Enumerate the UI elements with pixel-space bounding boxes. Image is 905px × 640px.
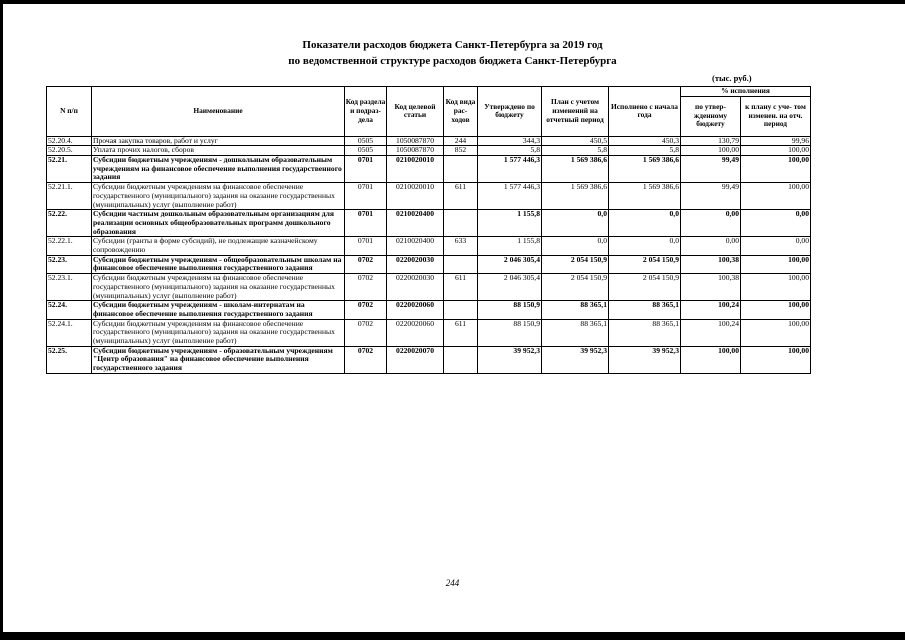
cell-name: Субсидии бюджетным учреждениям на финансовое обеспечение государственного (муниципального) задания на оказание государственных (муниципальных) услуг (выполнение работ)	[92, 183, 345, 210]
page-number: 244	[445, 578, 460, 588]
cell-pct-approved: 99,49	[681, 183, 741, 210]
document-subtitle: по ведомственной структуре расходов бюджета Санкт-Петербурга	[288, 55, 617, 67]
cell-target: 1050087870	[387, 136, 444, 146]
cell-type: 852	[444, 146, 478, 156]
cell-num: 52.21.	[47, 156, 92, 183]
table-row	[47, 255, 811, 273]
cell-type	[444, 210, 478, 237]
units-label: (тыс. руб.)	[712, 73, 752, 83]
header-approved: Утверждено по бюджету	[478, 87, 542, 137]
cell-approved: 2 046 305,4	[478, 274, 542, 301]
table-row	[47, 183, 811, 210]
table-body	[47, 136, 811, 373]
cell-pct-approved: 100,00	[681, 346, 741, 373]
cell-type	[444, 346, 478, 373]
cell-pct-plan: 100,00	[741, 183, 811, 210]
header-pct-plan: к плану с уче- том изменен. на отч. период	[741, 96, 811, 136]
table-row	[47, 146, 811, 156]
cell-plan: 1 569 386,6	[542, 183, 609, 210]
cell-num: 52.20.5.	[47, 146, 92, 156]
header-name: Наименование	[92, 87, 345, 137]
cell-plan: 450,5	[542, 136, 609, 146]
cell-plan: 39 952,3	[542, 346, 609, 373]
header-plan: План с учетом изменений на отчетный период	[542, 87, 609, 137]
cell-target: 0210020010	[387, 183, 444, 210]
cell-num: 52.22.	[47, 210, 92, 237]
cell-type	[444, 156, 478, 183]
table-row	[47, 319, 811, 346]
cell-type: 611	[444, 183, 478, 210]
scan-border-top	[0, 0, 905, 4]
header-target: Код целевой статьи	[387, 87, 444, 137]
cell-approved: 1 577 446,3	[478, 183, 542, 210]
cell-plan: 0,0	[542, 210, 609, 237]
cell-type: 611	[444, 274, 478, 301]
header-type: Код вида рас- ходов	[444, 87, 478, 137]
cell-target: 0220020030	[387, 274, 444, 301]
cell-name: Субсидии (гранты в форме субсидий), не подлежащие казначейскому сопровождению	[92, 237, 345, 255]
cell-type	[444, 301, 478, 319]
cell-section: 0701	[345, 210, 387, 237]
table-row	[47, 136, 811, 146]
cell-num: 52.21.1.	[47, 183, 92, 210]
cell-name: Субсидии бюджетным учреждениям - образовательным учреждениям "Центр образования" на финансовое обеспечение выполнения государственного задания	[92, 346, 345, 373]
cell-target: 0220020060	[387, 319, 444, 346]
cell-executed: 1 569 386,6	[609, 156, 681, 183]
cell-section: 0701	[345, 156, 387, 183]
cell-approved: 5,8	[478, 146, 542, 156]
cell-pct-approved: 100,38	[681, 274, 741, 301]
table-row	[47, 237, 811, 255]
header-pct-group: % исполнения	[681, 87, 811, 97]
cell-approved: 1 155,8	[478, 237, 542, 255]
table-row	[47, 156, 811, 183]
cell-num: 52.24.	[47, 301, 92, 319]
cell-executed: 5,8	[609, 146, 681, 156]
cell-approved: 88 150,9	[478, 301, 542, 319]
cell-executed: 2 054 150,9	[609, 255, 681, 273]
cell-section: 0505	[345, 136, 387, 146]
cell-executed: 450,3	[609, 136, 681, 146]
cell-executed: 88 365,1	[609, 301, 681, 319]
cell-section: 0702	[345, 255, 387, 273]
table-row	[47, 346, 811, 373]
cell-section: 0505	[345, 146, 387, 156]
cell-target: 0220020060	[387, 301, 444, 319]
cell-target: 0210020010	[387, 156, 444, 183]
cell-executed: 88 365,1	[609, 319, 681, 346]
cell-num: 52.22.1.	[47, 237, 92, 255]
cell-approved: 1 577 446,3	[478, 156, 542, 183]
cell-executed: 1 569 386,6	[609, 183, 681, 210]
header-executed: Исполнено с начала года	[609, 87, 681, 137]
cell-pct-approved: 100,00	[681, 146, 741, 156]
budget-table	[46, 86, 811, 374]
cell-num: 52.23.	[47, 255, 92, 273]
cell-plan: 0,0	[542, 237, 609, 255]
cell-section: 0701	[345, 237, 387, 255]
cell-num: 52.23.1.	[47, 274, 92, 301]
cell-approved: 39 952,3	[478, 346, 542, 373]
cell-plan: 5,8	[542, 146, 609, 156]
cell-pct-approved: 0,00	[681, 210, 741, 237]
cell-target: 1050087870	[387, 146, 444, 156]
cell-num: 52.25.	[47, 346, 92, 373]
cell-executed: 0,0	[609, 210, 681, 237]
cell-type: 633	[444, 237, 478, 255]
cell-pct-approved: 100,24	[681, 319, 741, 346]
cell-target: 0220020070	[387, 346, 444, 373]
scan-border-left	[0, 0, 3, 640]
cell-num: 52.20.4.	[47, 136, 92, 146]
cell-name: Субсидии бюджетным учреждениям на финансовое обеспечение государственного (муниципального) задания на оказание государственных (муниципальных) услуг (выполнение работ)	[92, 274, 345, 301]
cell-plan: 88 365,1	[542, 301, 609, 319]
cell-num: 52.24.1.	[47, 319, 92, 346]
header-num: N п/п	[47, 87, 92, 137]
cell-plan: 2 054 150,9	[542, 255, 609, 273]
cell-pct-approved: 100,24	[681, 301, 741, 319]
header-pct-approved: по утвер- жденному бюджету	[681, 96, 741, 136]
cell-plan: 2 054 150,9	[542, 274, 609, 301]
cell-section: 0702	[345, 319, 387, 346]
cell-pct-plan: 99,96	[741, 136, 811, 146]
cell-pct-approved: 100,38	[681, 255, 741, 273]
cell-name: Субсидии бюджетным учреждениям - общеобразовательным школам на финансовое обеспечение выполнения государственного задания	[92, 255, 345, 273]
cell-executed: 39 952,3	[609, 346, 681, 373]
cell-type	[444, 255, 478, 273]
cell-target: 0210020400	[387, 210, 444, 237]
cell-pct-approved: 0,00	[681, 237, 741, 255]
table-row	[47, 301, 811, 319]
cell-plan: 88 365,1	[542, 319, 609, 346]
cell-approved: 88 150,9	[478, 319, 542, 346]
cell-approved: 2 046 305,4	[478, 255, 542, 273]
cell-pct-plan: 100,00	[741, 146, 811, 156]
cell-approved: 344,3	[478, 136, 542, 146]
cell-name: Субсидии бюджетным учреждениям - дошкольным образовательным учреждениям на финансовое обеспечение выполнения государственного задания	[92, 156, 345, 183]
cell-pct-plan: 100,00	[741, 274, 811, 301]
cell-pct-plan: 100,00	[741, 255, 811, 273]
cell-pct-plan: 100,00	[741, 346, 811, 373]
cell-executed: 0,0	[609, 237, 681, 255]
cell-target: 0220020030	[387, 255, 444, 273]
cell-target: 0210020400	[387, 237, 444, 255]
document-title: Показатели расходов бюджета Санкт-Петербурга за 2019 год	[302, 39, 603, 51]
cell-pct-approved: 130,79	[681, 136, 741, 146]
cell-name: Прочая закупка товаров, работ и услуг	[92, 136, 345, 146]
cell-type: 611	[444, 319, 478, 346]
cell-section: 0702	[345, 346, 387, 373]
table-header	[47, 87, 811, 137]
header-section: Код раздела и подраз- дела	[345, 87, 387, 137]
cell-name: Субсидии частным дошкольным образовательным организациям для реализации основных общеобразовательных программ дошкольного образования	[92, 210, 345, 237]
cell-executed: 2 054 150,9	[609, 274, 681, 301]
cell-type: 244	[444, 136, 478, 146]
table-row	[47, 274, 811, 301]
cell-section: 0702	[345, 274, 387, 301]
cell-name: Субсидии бюджетным учреждениям - школам-интернатам на финансовое обеспечение выполнения государственного задания	[92, 301, 345, 319]
cell-pct-plan: 100,00	[741, 156, 811, 183]
cell-section: 0701	[345, 183, 387, 210]
cell-section: 0702	[345, 301, 387, 319]
cell-approved: 1 155,8	[478, 210, 542, 237]
cell-name: Субсидии бюджетным учреждениям на финансовое обеспечение государственного (муниципального) задания на оказание государственных (муниципальных) услуг (выполнение работ)	[92, 319, 345, 346]
cell-pct-plan: 0,00	[741, 210, 811, 237]
cell-pct-approved: 99,49	[681, 156, 741, 183]
cell-pct-plan: 100,00	[741, 319, 811, 346]
table-row	[47, 210, 811, 237]
cell-pct-plan: 100,00	[741, 301, 811, 319]
cell-name: Уплата прочих налогов, сборов	[92, 146, 345, 156]
cell-plan: 1 569 386,6	[542, 156, 609, 183]
scan-border-bottom	[0, 632, 905, 640]
cell-pct-plan: 0,00	[741, 237, 811, 255]
